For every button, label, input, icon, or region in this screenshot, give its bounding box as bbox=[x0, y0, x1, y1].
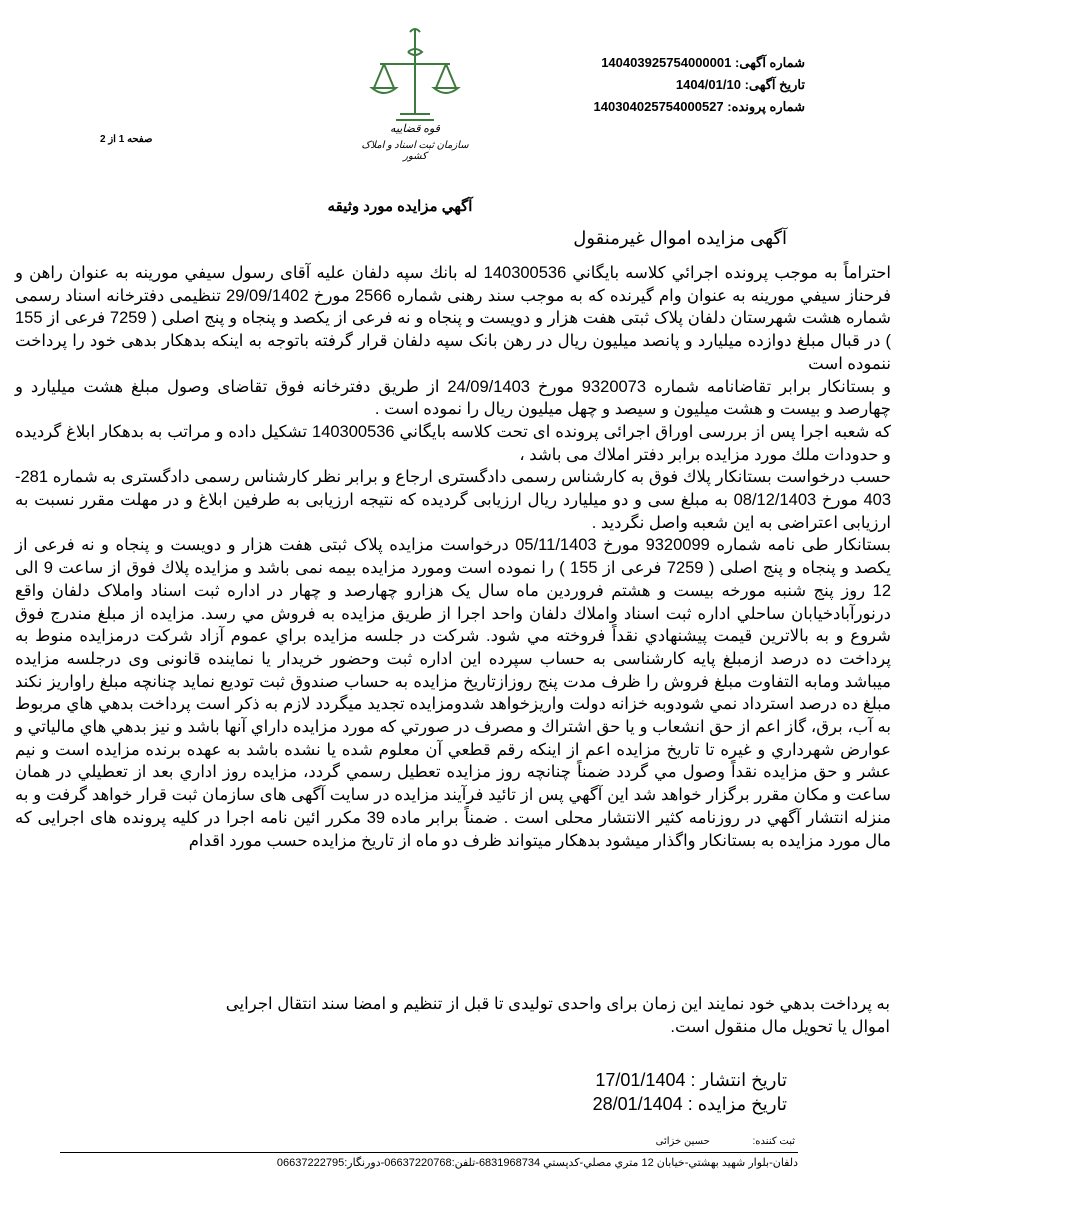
paragraph: بستانكار طی نامه شماره 9320099 مورخ 05/11/1403 درخواست مزايده پلاک ثبتی هفت هزار و دويست و پنجاه و نه فرعی از يكصد و پنجاه و پنج اصلی ( 7259 فرعی از 155 ) را نموده است ومورد مزايده بيمه نمی باشد و مزايده پلاك فوق از ساعت 9 الی 12 روز پنج شنبه مورخه بيست و هشتم فروردين ماه سال يک هزارو چهارصد و چهار در اداره ثبت اسناد واملاک دلفان واقع درنورآبادخيابان ساحلي اداره ثبت اسناد واملاك دلفان واحد اجرا از طريق مزايده به فروش مي رسد. مزايده از مبلغ مندرج فوق شروع و به بالاترين قيمت پيشنهادي نقداً فروخته مي شود. شركت در جلسه مزايده براي عموم آزاد شركت درمزايده منوط به پرداخت ده درصد ازمبلغ پايه كارشناسى به حساب سپرده اين اداره ثبت وحضور خريدار يا نماينده قانونى وى درجلسه مزايده ميباشد ومابه التفاوت مبلغ فروش را ظرف مدت پنج روزازتاريخ مزايده به حساب صندوق ثبت توديع نمايد چنانچه مبلغ راواريز نكند مبلغ ده درصد استرداد نمي شودوبه خزانه دولت واريزخواهد شدومزايده تجديد ميگردد لازم به ذكر است پرداخت بدهي هاي مربوط به آب، برق، گاز اعم از حق انشعاب و يا حق اشتراك و مصرف در صورتي كه مورد مزايده داراي آنها باشد و نيز بدهي هاي مالياتي و عوارض شهرداري و غيره تا تاريخ مزايده اعم از اينكه رقم قطعي آن معلوم شده يا نشده باشد به عهده برنده مزايده است و نيم عشر و حق مزايده نقداً وصول مي گردد ضمناً چنانچه روز مزايده تعطيل رسمي گردد، مزايده روز اداري بعد از تعطيلي در همان ساعت و مكان مقرر برگزار خواهد شد اين آگهي پس از تائيد فرآيند مزايده در سايت آگهی های سازمان ثبت قرار خواهد گرفت و به منزله انتشار آگهي در روزنامه كثير الانتشار محلی است . ضمناً برابر ماده 39 مكرر ائين نامه اجرا در كليه پرونده های اجرايی كه مال مورد مزايده به بستانكار واگذار ميشود بدهكار ميتواند ظرف دو ماه از تاريخ مزايده حسب مورد اقدام bbox=[15, 536, 892, 850]
notice-body bbox=[15, 262, 891, 852]
footer-divider bbox=[60, 1152, 798, 1153]
ad-date-label: تاریخ آگهی: bbox=[744, 77, 805, 92]
auction-date: 28/01/1404 bbox=[592, 1094, 683, 1114]
paragraph: حسب درخواست بستانكار پلاك فوق به كارشناس رسمی دادگستری ارجاع و برابر نظر كارشناس رسمی دادگستری به شماره 281-403 مورخ 08/12/1403 به مبلغ سی و دو ميليارد ريال ارزيابی گرديده كه نتيجه ارزيابی به طرفين ابلاغ و در مهلت مقرر نسبت به ارزيابی اعتراضی به اين شعبه واصل نگرديد . bbox=[15, 468, 891, 532]
paragraph: كه شعبه اجرا پس از بررسی اوراق اجرائی پرونده ای تحت كلاسه بايگاني 140300536 تشكيل داده و مراتب به بدهكار ابلاغ گرديده و حدودات ملك مورد مزايده برابر دفتر املاك می باشد ، bbox=[15, 422, 892, 464]
ad-number: 140403925754000001 bbox=[601, 55, 732, 70]
auction-date-row bbox=[593, 1092, 787, 1116]
logo-line2: سازمان ثبت اسناد و املاک کشور bbox=[361, 140, 469, 162]
registrar-name: حسین خزائی bbox=[655, 1136, 710, 1147]
page-title: آگهي مزايده مورد وثيقه bbox=[327, 198, 473, 215]
page-number: صفحه 1 از 2 bbox=[100, 134, 153, 145]
publish-date: 17/01/1404 bbox=[595, 1070, 686, 1090]
page-subtitle: آگهی مزایده اموال غیرمنقول bbox=[573, 228, 787, 248]
logo-line1: قوه قضاییه bbox=[390, 123, 440, 135]
paragraph: احتراماً به موجب پرونده اجرائي كلاسه بايگاني 140300536 له بانك سپه دلفان عليه آقاى رسول سيفي مورينه به عنوان راهن و فرحناز سيفي مورينه به عنوان وام گيرنده كه به موجب سند رهنى شماره 2566 مورخ 29/09/1402 تنظيمى دفترخانه اسناد رسمى شماره هشت شهرستان دلفان پلاک ثبتی هفت هزار و دويست و پنجاه و نه فرعی از يكصد و پنجاه و پنج اصلی ( 7259 فرعی از 155 ) در قبال مبلغ دوازده ميليارد و پانصد ميليون ريال در رهن بانک سپه دلفان قرار گرفته باتوجه به اينكه بدهكار بدهى خود را پرداخت ننموده است bbox=[15, 264, 892, 373]
ad-number-row bbox=[505, 52, 805, 74]
case-number-label: شماره پرونده: bbox=[727, 99, 805, 114]
dates-block bbox=[593, 1068, 787, 1116]
closing-text: به پرداخت بدهي خود نمايند اين زمان براى واحدى توليدى تا قبل از تنظيم و امضا سند انتقال اجرايى اموال يا تحويل مال منقول است. bbox=[225, 995, 890, 1036]
ad-date: 1404/01/10 bbox=[675, 77, 741, 92]
ad-number-label: شماره آگهی: bbox=[734, 55, 805, 70]
judiciary-logo bbox=[360, 22, 470, 162]
registrar bbox=[656, 1136, 795, 1147]
footer-address: دلفان-بلوار شهيد بهشتي-خيابان 12 متري مصلي-كدپستي 6831968734-تلفن:06637220768-دورنگار:06637222795 bbox=[276, 1157, 798, 1169]
case-number: 140304025754000527 bbox=[593, 99, 724, 114]
publish-date-label: تاريخ انتشار : bbox=[690, 1070, 787, 1090]
paragraph: و بستانكار برابر تقاضانامه شماره 9320073 مورخ 24/09/1403 از طريق دفترخانه فوق تقاضای وصول مبلغ هشت ميليارد و چهارصد و بيست و هشت ميليون و سيصد و چهل ميليون ريال را نموده است . bbox=[15, 377, 891, 419]
publish-date-row bbox=[593, 1068, 787, 1092]
auction-date-label: تاريخ مزايده : bbox=[687, 1094, 787, 1114]
case-number-row bbox=[505, 96, 805, 118]
registrar-label: ثبت کننده: bbox=[752, 1136, 795, 1147]
ad-date-row bbox=[505, 74, 805, 96]
ad-meta bbox=[505, 52, 805, 118]
